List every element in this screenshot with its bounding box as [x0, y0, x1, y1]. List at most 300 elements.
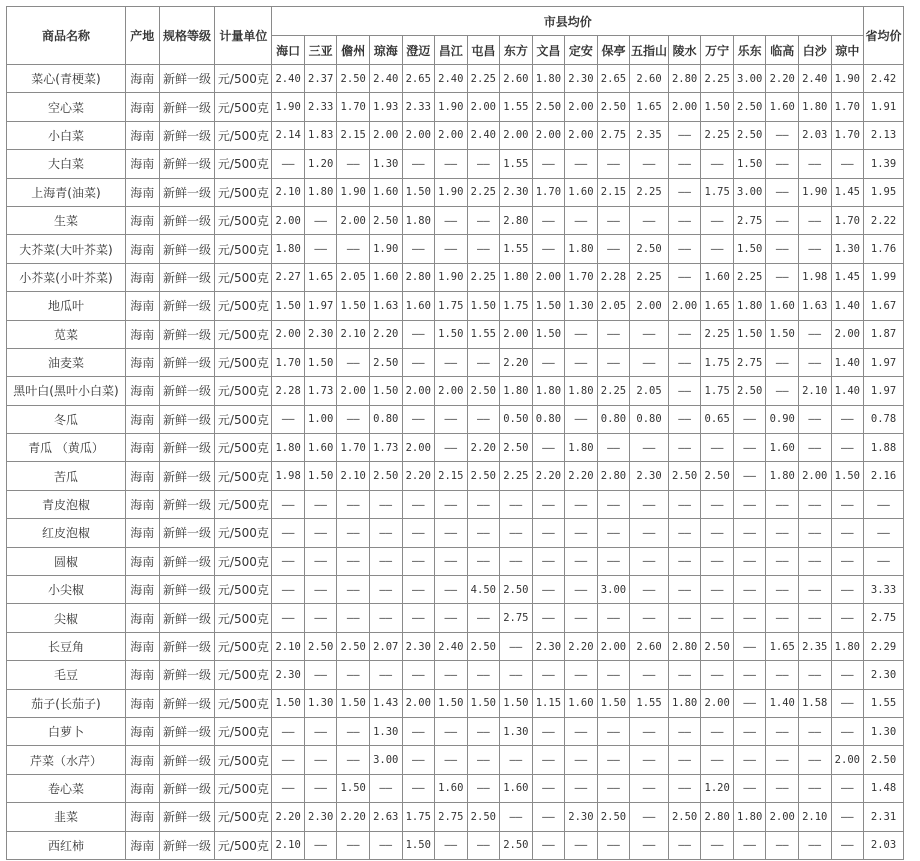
- cell-county-price: ——: [831, 831, 864, 859]
- cell-county-price: ——: [831, 490, 864, 518]
- cell-county-price: ——: [668, 235, 701, 263]
- cell-county-price: 2.25: [467, 263, 500, 291]
- cell-product-name: 大芥菜(大叶芥菜): [7, 235, 126, 263]
- cell-origin: 海南: [125, 206, 159, 234]
- cell-county-price: ——: [467, 831, 500, 859]
- cell-grade: 新鲜一级: [159, 235, 215, 263]
- cell-county-price: 1.55: [630, 689, 669, 717]
- cell-county-price: ——: [532, 547, 565, 575]
- cell-county-price: 3.00: [733, 65, 766, 93]
- cell-county-price: 2.20: [272, 803, 305, 831]
- cell-county-price: 1.50: [733, 235, 766, 263]
- cell-county-price: ——: [304, 490, 337, 518]
- cell-county-price: ——: [831, 547, 864, 575]
- cell-county-price: ——: [701, 150, 734, 178]
- cell-county-price: 2.00: [831, 746, 864, 774]
- cell-county-price: 1.80: [500, 377, 533, 405]
- cell-county-price: 1.30: [369, 150, 402, 178]
- cell-county-price: ——: [733, 604, 766, 632]
- cell-county-price: ——: [304, 717, 337, 745]
- cell-origin: 海南: [125, 689, 159, 717]
- cell-county-price: ——: [500, 746, 533, 774]
- cell-unit: 元/500克: [215, 462, 272, 490]
- cell-county-price: 1.30: [369, 717, 402, 745]
- cell-county-price: 1.50: [532, 292, 565, 320]
- cell-county-price: 0.50: [500, 405, 533, 433]
- cell-product-name: 大白菜: [7, 150, 126, 178]
- cell-unit: 元/500克: [215, 831, 272, 859]
- cell-county-price: 2.40: [369, 65, 402, 93]
- cell-county-price: ——: [701, 576, 734, 604]
- cell-county-price: ——: [337, 547, 370, 575]
- cell-county-price: ——: [435, 405, 468, 433]
- cell-county-price: 1.70: [831, 206, 864, 234]
- cell-grade: 新鲜一级: [159, 65, 215, 93]
- cell-county-price: 2.00: [500, 320, 533, 348]
- cell-product-name: 冬瓜: [7, 405, 126, 433]
- cell-grade: 新鲜一级: [159, 717, 215, 745]
- cell-county-price: 2.25: [467, 65, 500, 93]
- cell-unit: 元/500克: [215, 263, 272, 291]
- price-table-container: [6, 6, 904, 860]
- cell-county-price: ——: [766, 150, 799, 178]
- cell-county-price: ——: [766, 263, 799, 291]
- header-unit: 计量单位: [215, 7, 272, 65]
- cell-county-price: 2.40: [798, 65, 831, 93]
- cell-county-price: 2.80: [500, 206, 533, 234]
- cell-county-price: 2.60: [630, 632, 669, 660]
- cell-county-price: 2.50: [733, 377, 766, 405]
- cell-product-name: 小芥菜(小叶芥菜): [7, 263, 126, 291]
- cell-county-price: 1.63: [798, 292, 831, 320]
- cell-county-price: ——: [733, 831, 766, 859]
- header-county: 东方: [500, 36, 533, 65]
- cell-county-price: 1.80: [565, 377, 598, 405]
- table-row: [7, 774, 904, 802]
- header-county: 白沙: [798, 36, 831, 65]
- cell-county-price: ——: [435, 717, 468, 745]
- cell-county-price: ——: [402, 604, 435, 632]
- cell-county-price: ——: [304, 206, 337, 234]
- cell-origin: 海南: [125, 405, 159, 433]
- cell-product-name: 小尖椒: [7, 576, 126, 604]
- cell-county-price: 1.80: [500, 263, 533, 291]
- cell-county-price: 1.50: [435, 689, 468, 717]
- cell-county-price: ——: [630, 576, 669, 604]
- cell-county-price: ——: [798, 831, 831, 859]
- cell-county-price: 1.65: [701, 292, 734, 320]
- cell-county-price: ——: [532, 434, 565, 462]
- cell-county-price: ——: [766, 576, 799, 604]
- cell-county-price: 2.80: [402, 263, 435, 291]
- cell-origin: 海南: [125, 661, 159, 689]
- cell-grade: 新鲜一级: [159, 490, 215, 518]
- cell-unit: 元/500克: [215, 65, 272, 93]
- cell-county-price: ——: [467, 519, 500, 547]
- cell-origin: 海南: [125, 263, 159, 291]
- cell-county-price: ——: [435, 206, 468, 234]
- cell-county-price: 2.25: [500, 462, 533, 490]
- cell-county-price: 2.35: [798, 632, 831, 660]
- cell-county-price: ——: [435, 150, 468, 178]
- header-county: 陵水: [668, 36, 701, 65]
- cell-county-price: 2.80: [668, 65, 701, 93]
- cell-county-price: 1.80: [766, 462, 799, 490]
- cell-county-price: 1.50: [831, 462, 864, 490]
- cell-unit: 元/500克: [215, 717, 272, 745]
- cell-county-price: 1.50: [337, 689, 370, 717]
- cell-county-price: 2.00: [532, 263, 565, 291]
- header-county: 澄迈: [402, 36, 435, 65]
- cell-county-price: ——: [831, 150, 864, 178]
- cell-county-price: 1.63: [369, 292, 402, 320]
- cell-county-price: 2.50: [304, 632, 337, 660]
- header-county: 文昌: [532, 36, 565, 65]
- cell-county-price: ——: [565, 661, 598, 689]
- cell-county-price: ——: [337, 831, 370, 859]
- cell-county-price: ——: [402, 150, 435, 178]
- cell-county-price: 1.65: [630, 93, 669, 121]
- cell-unit: 元/500克: [215, 235, 272, 263]
- cell-grade: 新鲜一级: [159, 320, 215, 348]
- cell-grade: 新鲜一级: [159, 831, 215, 859]
- cell-grade: 新鲜一级: [159, 689, 215, 717]
- cell-county-price: 1.50: [467, 292, 500, 320]
- cell-county-price: ——: [831, 434, 864, 462]
- cell-county-price: 2.00: [500, 121, 533, 149]
- cell-county-price: 1.60: [435, 774, 468, 802]
- cell-county-price: ——: [369, 547, 402, 575]
- header-county: 乐东: [733, 36, 766, 65]
- cell-county-price: ——: [668, 774, 701, 802]
- cell-county-price: 3.00: [597, 576, 630, 604]
- cell-grade: 新鲜一级: [159, 604, 215, 632]
- cell-county-price: ——: [668, 320, 701, 348]
- cell-county-price: 1.50: [304, 348, 337, 376]
- cell-unit: 元/500克: [215, 774, 272, 802]
- cell-product-name: 青皮泡椒: [7, 490, 126, 518]
- cell-county-price: ——: [402, 490, 435, 518]
- cell-county-price: ——: [766, 235, 799, 263]
- cell-county-price: ——: [597, 831, 630, 859]
- cell-county-price: ——: [272, 604, 305, 632]
- table-row: [7, 632, 904, 660]
- cell-county-price: ——: [701, 746, 734, 774]
- cell-county-price: 2.37: [304, 65, 337, 93]
- header-province-avg: 省均价: [864, 7, 904, 65]
- cell-county-price: 2.50: [701, 462, 734, 490]
- cell-county-price: 1.60: [701, 263, 734, 291]
- cell-county-price: 1.50: [532, 320, 565, 348]
- cell-county-price: ——: [435, 348, 468, 376]
- cell-county-price: 2.00: [798, 462, 831, 490]
- cell-county-price: ——: [766, 519, 799, 547]
- cell-county-price: ——: [337, 490, 370, 518]
- cell-product-name: 红皮泡椒: [7, 519, 126, 547]
- cell-county-price: ——: [831, 689, 864, 717]
- cell-county-price: ——: [435, 547, 468, 575]
- cell-county-price: 2.50: [467, 377, 500, 405]
- cell-county-price: 1.60: [766, 434, 799, 462]
- cell-county-price: ——: [798, 547, 831, 575]
- cell-product-name: 苦瓜: [7, 462, 126, 490]
- cell-unit: 元/500克: [215, 746, 272, 774]
- cell-county-price: ——: [668, 434, 701, 462]
- cell-county-price: ——: [369, 774, 402, 802]
- cell-county-price: 2.25: [701, 121, 734, 149]
- cell-county-price: ——: [766, 121, 799, 149]
- cell-county-price: ——: [668, 490, 701, 518]
- cell-product-name: 小白菜: [7, 121, 126, 149]
- cell-county-price: 1.80: [402, 206, 435, 234]
- cell-county-price: 1.50: [467, 689, 500, 717]
- cell-province-avg: 1.30: [864, 717, 904, 745]
- cell-county-price: 1.90: [798, 178, 831, 206]
- cell-county-price: ——: [369, 831, 402, 859]
- cell-grade: 新鲜一级: [159, 377, 215, 405]
- cell-county-price: 1.80: [304, 178, 337, 206]
- cell-county-price: ——: [500, 661, 533, 689]
- header-county-group: 市县均价: [272, 7, 864, 36]
- header-name: 商品名称: [7, 7, 126, 65]
- cell-county-price: ——: [467, 746, 500, 774]
- cell-origin: 海南: [125, 632, 159, 660]
- cell-county-price: 2.40: [272, 65, 305, 93]
- cell-county-price: 2.30: [532, 632, 565, 660]
- cell-county-price: ——: [337, 661, 370, 689]
- cell-county-price: 2.00: [831, 320, 864, 348]
- header-county: 保亭: [597, 36, 630, 65]
- cell-county-price: 0.80: [597, 405, 630, 433]
- cell-county-price: ——: [304, 576, 337, 604]
- header-grade: 规格等级: [159, 7, 215, 65]
- cell-county-price: ——: [467, 490, 500, 518]
- cell-county-price: ——: [798, 661, 831, 689]
- cell-county-price: ——: [402, 320, 435, 348]
- cell-product-name: 毛豆: [7, 661, 126, 689]
- cell-county-price: 2.20: [532, 462, 565, 490]
- cell-county-price: 0.80: [369, 405, 402, 433]
- cell-county-price: ——: [565, 150, 598, 178]
- cell-county-price: ——: [798, 235, 831, 263]
- cell-grade: 新鲜一级: [159, 661, 215, 689]
- cell-county-price: ——: [304, 547, 337, 575]
- cell-county-price: 1.60: [500, 774, 533, 802]
- table-row: [7, 65, 904, 93]
- cell-county-price: ——: [766, 831, 799, 859]
- table-row: [7, 831, 904, 859]
- cell-county-price: ——: [565, 519, 598, 547]
- cell-province-avg: 1.91: [864, 93, 904, 121]
- cell-unit: 元/500克: [215, 689, 272, 717]
- cell-county-price: 2.05: [337, 263, 370, 291]
- cell-county-price: 2.14: [272, 121, 305, 149]
- cell-county-price: 1.50: [272, 689, 305, 717]
- cell-county-price: 0.90: [766, 405, 799, 433]
- cell-origin: 海南: [125, 774, 159, 802]
- cell-county-price: 1.40: [831, 292, 864, 320]
- cell-county-price: 1.30: [565, 292, 598, 320]
- cell-county-price: ——: [532, 661, 565, 689]
- cell-county-price: ——: [337, 717, 370, 745]
- cell-county-price: ——: [597, 235, 630, 263]
- cell-county-price: 2.50: [532, 93, 565, 121]
- cell-county-price: ——: [402, 235, 435, 263]
- cell-origin: 海南: [125, 746, 159, 774]
- cell-county-price: ——: [467, 206, 500, 234]
- cell-county-price: 1.60: [766, 93, 799, 121]
- cell-county-price: ——: [272, 717, 305, 745]
- cell-county-price: ——: [831, 717, 864, 745]
- table-row: [7, 576, 904, 604]
- cell-county-price: 2.50: [467, 632, 500, 660]
- cell-county-price: ——: [630, 547, 669, 575]
- cell-county-price: 1.70: [565, 263, 598, 291]
- cell-county-price: 1.50: [701, 93, 734, 121]
- cell-origin: 海南: [125, 604, 159, 632]
- cell-county-price: 2.50: [597, 93, 630, 121]
- cell-grade: 新鲜一级: [159, 632, 215, 660]
- cell-county-price: ——: [402, 746, 435, 774]
- cell-county-price: ——: [766, 206, 799, 234]
- cell-county-price: ——: [630, 803, 669, 831]
- cell-origin: 海南: [125, 462, 159, 490]
- cell-county-price: ——: [402, 348, 435, 376]
- cell-county-price: 2.10: [798, 377, 831, 405]
- cell-county-price: 2.50: [733, 121, 766, 149]
- cell-county-price: ——: [272, 405, 305, 433]
- cell-county-price: 1.90: [337, 178, 370, 206]
- cell-county-price: ——: [532, 235, 565, 263]
- cell-county-price: 2.25: [630, 263, 669, 291]
- cell-county-price: 1.70: [337, 93, 370, 121]
- table-row: [7, 405, 904, 433]
- cell-county-price: 1.40: [831, 348, 864, 376]
- cell-county-price: 1.20: [304, 150, 337, 178]
- cell-county-price: 0.80: [630, 405, 669, 433]
- cell-county-price: 2.20: [766, 65, 799, 93]
- cell-county-price: ——: [435, 434, 468, 462]
- cell-county-price: 2.75: [733, 206, 766, 234]
- cell-county-price: ——: [831, 774, 864, 802]
- table-row: [7, 519, 904, 547]
- cell-county-price: 2.25: [701, 65, 734, 93]
- cell-origin: 海南: [125, 717, 159, 745]
- table-row: [7, 235, 904, 263]
- cell-county-price: 1.98: [272, 462, 305, 490]
- table-row: [7, 377, 904, 405]
- cell-county-price: 2.30: [565, 803, 598, 831]
- cell-county-price: 1.50: [733, 150, 766, 178]
- cell-county-price: ——: [798, 604, 831, 632]
- cell-unit: 元/500克: [215, 121, 272, 149]
- cell-province-avg: 2.30: [864, 661, 904, 689]
- cell-county-price: ——: [565, 604, 598, 632]
- cell-county-price: 2.10: [272, 632, 305, 660]
- cell-county-price: ——: [467, 774, 500, 802]
- cell-product-name: 西红柿: [7, 831, 126, 859]
- cell-county-price: ——: [701, 831, 734, 859]
- cell-county-price: ——: [565, 717, 598, 745]
- cell-product-name: 生菜: [7, 206, 126, 234]
- cell-county-price: 2.00: [402, 377, 435, 405]
- cell-county-price: 1.30: [500, 717, 533, 745]
- cell-county-price: 1.75: [701, 178, 734, 206]
- cell-unit: 元/500克: [215, 519, 272, 547]
- cell-county-price: ——: [668, 519, 701, 547]
- cell-county-price: ——: [500, 519, 533, 547]
- cell-origin: 海南: [125, 93, 159, 121]
- cell-grade: 新鲜一级: [159, 774, 215, 802]
- header-county: 三亚: [304, 36, 337, 65]
- cell-province-avg: 1.55: [864, 689, 904, 717]
- cell-county-price: 2.00: [435, 377, 468, 405]
- cell-province-avg: 1.97: [864, 348, 904, 376]
- cell-county-price: 1.60: [304, 434, 337, 462]
- cell-county-price: ——: [304, 831, 337, 859]
- cell-county-price: ——: [565, 746, 598, 774]
- cell-county-price: ——: [766, 377, 799, 405]
- cell-county-price: 2.50: [630, 235, 669, 263]
- cell-county-price: 2.00: [597, 632, 630, 660]
- cell-county-price: 2.10: [272, 831, 305, 859]
- table-row: [7, 348, 904, 376]
- cell-county-price: ——: [766, 490, 799, 518]
- cell-county-price: ——: [435, 831, 468, 859]
- cell-province-avg: 1.76: [864, 235, 904, 263]
- cell-product-name: 芹菜（水芹）: [7, 746, 126, 774]
- cell-county-price: 1.60: [766, 292, 799, 320]
- cell-county-price: 2.28: [597, 263, 630, 291]
- cell-province-avg: ——: [864, 547, 904, 575]
- cell-unit: 元/500克: [215, 632, 272, 660]
- cell-county-price: ——: [532, 150, 565, 178]
- cell-county-price: ——: [630, 206, 669, 234]
- cell-county-price: ——: [766, 547, 799, 575]
- table-row: [7, 320, 904, 348]
- cell-county-price: ——: [701, 235, 734, 263]
- cell-county-price: ——: [337, 576, 370, 604]
- cell-county-price: 1.80: [532, 377, 565, 405]
- table-row: [7, 490, 904, 518]
- cell-county-price: ——: [369, 576, 402, 604]
- cell-grade: 新鲜一级: [159, 206, 215, 234]
- cell-product-name: 圆椒: [7, 547, 126, 575]
- cell-county-price: 2.33: [402, 93, 435, 121]
- cell-county-price: 2.00: [668, 93, 701, 121]
- cell-county-price: 1.60: [565, 689, 598, 717]
- cell-county-price: 1.45: [831, 263, 864, 291]
- cell-county-price: ——: [272, 490, 305, 518]
- cell-county-price: 1.80: [565, 235, 598, 263]
- cell-county-price: ——: [701, 547, 734, 575]
- cell-unit: 元/500克: [215, 405, 272, 433]
- cell-county-price: ——: [500, 490, 533, 518]
- cell-county-price: ——: [701, 206, 734, 234]
- cell-county-price: 2.00: [369, 121, 402, 149]
- cell-county-price: ——: [701, 717, 734, 745]
- cell-county-price: 1.97: [304, 292, 337, 320]
- cell-county-price: 2.40: [435, 632, 468, 660]
- cell-county-price: 1.75: [701, 348, 734, 376]
- cell-province-avg: 1.97: [864, 377, 904, 405]
- cell-county-price: 2.00: [668, 292, 701, 320]
- cell-unit: 元/500克: [215, 93, 272, 121]
- cell-county-price: ——: [733, 547, 766, 575]
- cell-county-price: ——: [565, 576, 598, 604]
- cell-county-price: 1.50: [337, 774, 370, 802]
- cell-county-price: 1.40: [831, 377, 864, 405]
